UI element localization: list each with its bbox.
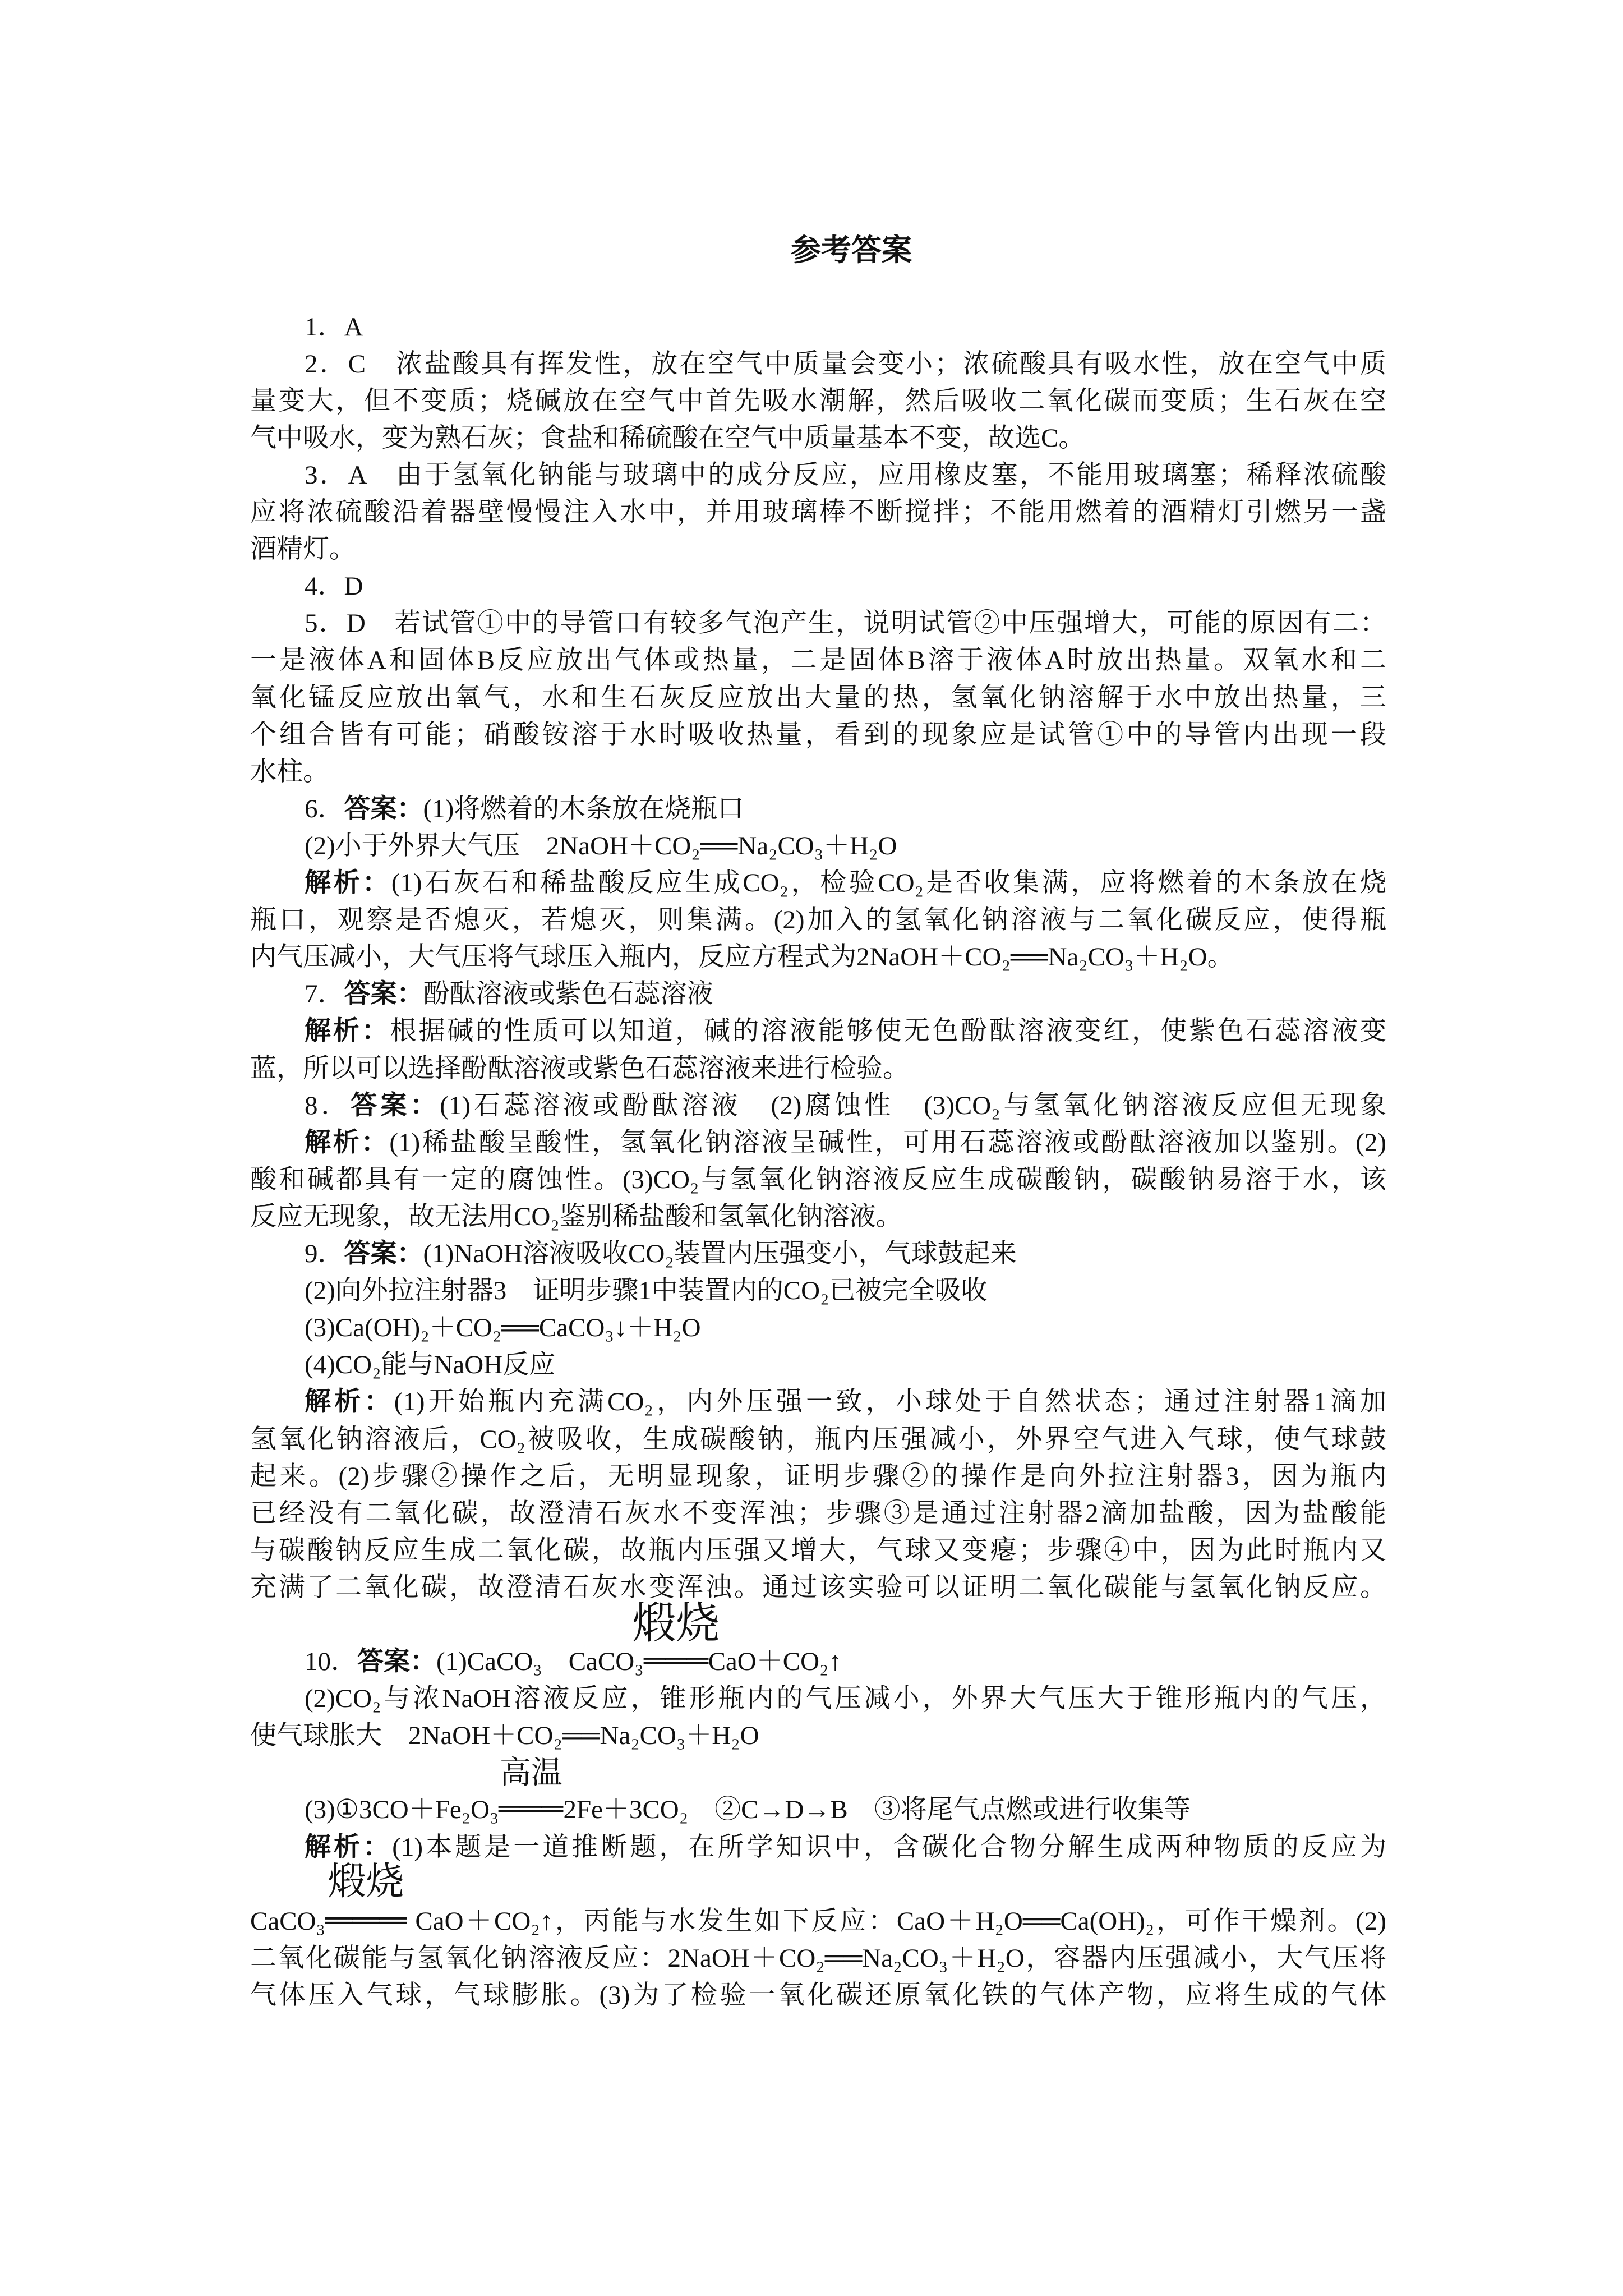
analysis-line: [305, 864, 1386, 901]
line-text: 水柱。: [250, 757, 329, 786]
page-title: 参考答案: [791, 233, 912, 267]
line-text: 已经没有二氧化碳，故澄清石灰水不变浑浊；步骤③是通过注射器2滴加盐酸，因为盐酸能: [250, 1499, 1386, 1528]
analysis-line: [305, 1383, 1386, 1420]
analysis-line: [250, 1198, 1386, 1235]
answer-label: 答案：: [344, 979, 423, 1009]
answer-line: [305, 1756, 1386, 1828]
line-text: (1)本题是一道推断题，在所学知识中，含碳化合物分解生成两种物质的反应为: [392, 1833, 1386, 1862]
line-text: CaO＋CO₂↑: [708, 1647, 842, 1676]
analysis-line: [250, 938, 1386, 976]
answer-label: 答案：: [351, 1091, 440, 1120]
equal-sign: ═══: [325, 1906, 407, 1936]
line-text: 量变大，但不变质；烧碱放在空气中首先吸水潮解，然后吸收二氧化碳而变质；生石灰在空: [250, 386, 1386, 416]
question-number: 10．: [305, 1647, 357, 1676]
reaction-condition-label: 煅烧: [632, 1599, 720, 1648]
line-text: (2)向外拉注射器3 证明步骤1中装置内的CO₂已被完全吸收: [305, 1276, 988, 1305]
answer-label: 答案：: [344, 1239, 423, 1268]
answer-line: [305, 346, 1386, 383]
answer-line: [250, 716, 1386, 753]
answer-line: [250, 679, 1386, 716]
answer-label: 答案：: [357, 1647, 436, 1676]
line-text: 酚酞溶液或紫色石蕊溶液: [423, 979, 713, 1009]
line-text: 酒精灯。: [250, 535, 356, 564]
reaction-condition-label: 煅烧: [328, 1860, 404, 1903]
answer-line: [305, 1599, 1386, 1680]
line-text: CaCO₃: [250, 1907, 325, 1936]
answer-line: [305, 790, 1386, 827]
answer-label: 答案：: [344, 794, 423, 823]
line-text: (1)开始瓶内充满CO₂，内外压强一致，小球处于自然状态；通过注射器1滴加: [394, 1387, 1386, 1416]
reaction-condition-sign: [325, 1860, 407, 1940]
line-text: (1)石灰石和稀盐酸反应生成CO₂，检验CO₂是否收集满，应将燃着的木条放在烧: [391, 868, 1386, 898]
answer-line: [305, 1272, 1386, 1309]
analysis-line: [305, 1013, 1386, 1050]
line-text: (1)石蕊溶液或酚酞溶液 (2)腐蚀性 (3)CO₂与氢氧化钠溶液反应但无现象: [440, 1091, 1386, 1120]
line-text: 充满了二氧化碳，故澄清石灰水变浑浊。通过该实验可以证明二氧化碳能与氢氧化钠反应。: [250, 1573, 1386, 1602]
reaction-condition-sign: [499, 1756, 564, 1828]
line-text: 3．A 由于氢氧化钠能与玻璃中的成分反应，应用橡皮塞，不能用玻璃塞；稀释浓硫酸: [305, 461, 1386, 490]
line-text: (1)CaCO₃ CaCO₃: [436, 1647, 644, 1676]
analysis-label: 解析：: [305, 1016, 390, 1046]
answer-line: [305, 1235, 1386, 1272]
analysis-line: [250, 1860, 1386, 1940]
line-text: 2Fe＋3CO₂ ②C→D→B ③将尾气点燃或进行收集等: [563, 1795, 1191, 1824]
answer-line: [305, 827, 1386, 864]
analysis-line: [250, 1532, 1386, 1569]
analysis-line: [250, 1495, 1386, 1532]
answer-line: [250, 383, 1386, 420]
answer-line: [250, 531, 1386, 568]
line-text: (3)①3CO＋Fe₂O₃: [305, 1795, 499, 1824]
line-text: 1．A: [305, 312, 363, 342]
line-text: (4)CO₂能与NaOH反应: [305, 1350, 556, 1379]
answer-line: [305, 457, 1386, 494]
analysis-line: [250, 1940, 1386, 1977]
line-text: 一是液体A和固体B反应放出气体或热量，二是固体B溶于液体A时放出热量。双氧水和二: [250, 646, 1386, 675]
line-text: 2．C 浓盐酸具有挥发性，放在空气中质量会变小；浓硫酸具有吸水性，放在空气中质: [305, 349, 1386, 379]
answer-line: [250, 753, 1386, 790]
line-text: (2)小于外界大气压 2NaOH＋CO₂══Na₂CO₃＋H₂O: [305, 831, 897, 861]
answer-line: [305, 1346, 1386, 1383]
reaction-condition-label: 高温: [499, 1756, 562, 1791]
answer-line: [250, 1717, 1386, 1754]
analysis-line: [305, 1829, 1386, 1866]
line-text: 内气压减小，大气压将气球压入瓶内，反应方程式为2NaOH＋CO₂══Na₂CO₃＋H₂O。: [250, 942, 1234, 972]
line-text: (1)稀盐酸呈酸性，氢氧化钠溶液呈碱性，可用石蕊溶液或酚酞溶液加以鉴别。(2): [389, 1128, 1387, 1157]
line-text: (3)Ca(OH)₂＋CO₂══CaCO₃↓＋H₂O: [305, 1313, 701, 1342]
analysis-label: 解析：: [305, 868, 391, 898]
analysis-line: [305, 1124, 1386, 1161]
answer-line: [305, 1087, 1386, 1124]
line-text: 气中吸水，变为熟石灰；食盐和稀硫酸在空气中质量基本不变，故选C。: [250, 424, 1085, 453]
analysis-line: [250, 1458, 1386, 1495]
answer-line: [305, 1309, 1386, 1346]
analysis-line: [250, 1977, 1386, 2014]
line-text: 酸和碱都具有一定的腐蚀性。(3)CO₂与氢氧化钠溶液反应生成碳酸钠，碳酸钠易溶于水，该: [250, 1165, 1386, 1194]
line-text: 4．D: [305, 572, 363, 601]
line-text: (1)NaOH溶液吸收CO₂装置内压强变小，气球鼓起来: [423, 1239, 1017, 1268]
line-text: CaO＋CO₂↑，丙能与水发生如下反应：CaO＋H₂O══Ca(OH)₂，可作干燥剂。(2): [406, 1907, 1386, 1936]
answer-line: [250, 642, 1386, 679]
answer-line: [305, 605, 1386, 642]
line-text: 反应无现象，故无法用CO₂鉴别稀盐酸和氢氧化钠溶液。: [250, 1202, 902, 1231]
question-number: 9．: [305, 1239, 344, 1268]
question-number: 8．: [305, 1091, 351, 1120]
line-text: 氧化锰反应放出氧气，水和生石灰反应放出大量的热，氢氧化钠溶解于水中放出热量，三: [250, 683, 1386, 712]
analysis-label: 解析：: [305, 1387, 394, 1416]
line-text: 瓶口，观察是否熄灭，若熄灭，则集满。(2)加入的氢氧化钠溶液与二氧化碳反应，使得瓶: [250, 905, 1386, 935]
line-text: 二氧化碳能与氢氧化钠溶液反应：2NaOH＋CO₂══Na₂CO₃＋H₂O，容器内压强减小，大气压将: [250, 1944, 1386, 1973]
answer-line: [305, 976, 1386, 1013]
line-text: 气体压入气球，气球膨胀。(3)为了检验一氧化碳还原氧化铁的气体产物，应将生成的气体: [250, 1981, 1386, 2010]
equal-sign: ═══: [643, 1646, 708, 1677]
question-number: 6．: [305, 794, 344, 823]
line-text: 根据碱的性质可以知道，碱的溶液能够使无色酚酞溶液变红，使紫色石蕊溶液变: [390, 1016, 1387, 1046]
reaction-condition-sign: [632, 1599, 720, 1680]
analysis-line: [250, 901, 1386, 938]
line-text: 使气球胀大 2NaOH＋CO₂══Na₂CO₃＋H₂O: [250, 1721, 759, 1750]
question-number: 7．: [305, 979, 344, 1009]
analysis-label: 解析：: [305, 1128, 390, 1157]
answer-line: [250, 420, 1386, 457]
equal-sign: ═══: [499, 1794, 564, 1825]
answer-line: [250, 494, 1386, 531]
answer-line: [305, 568, 1386, 605]
line-text: (2)CO₂与浓NaOH溶液反应，锥形瓶内的气压减小，外界大气压大于锥形瓶内的气压，: [305, 1684, 1386, 1713]
line-text: 氢氧化钠溶液后，CO₂被吸收，生成碳酸钠，瓶内压强减小，外界空气进入气球，使气球鼓: [250, 1425, 1386, 1454]
analysis-line: [250, 1161, 1386, 1198]
analysis-line: [250, 1421, 1386, 1458]
analysis-label: 解析：: [305, 1833, 393, 1862]
analysis-line: [250, 1569, 1386, 1606]
line-text: 5．D 若试管①中的导管口有较多气泡产生，说明试管②中压强增大，可能的原因有二：: [305, 609, 1386, 638]
line-text: 起来。(2)步骤②操作之后，无明显现象，证明步骤②的操作是向外拉注射器3，因为瓶内: [250, 1462, 1386, 1491]
answer-line: [305, 1680, 1386, 1717]
analysis-line: [250, 1050, 1386, 1087]
line-text: 与碳酸钠反应生成二氧化碳，故瓶内压强又增大，气球又变瘪；步骤④中，因为此时瓶内又: [250, 1536, 1386, 1565]
line-text: 蓝，所以可以选择酚酞溶液或紫色石蕊溶液来进行检验。: [250, 1054, 909, 1083]
line-text: 个组合皆有可能；硝酸铵溶于水时吸收热量，看到的现象应是试管①中的导管内出现一段: [250, 720, 1386, 749]
line-text: (1)将燃着的木条放在烧瓶口: [423, 794, 744, 823]
line-text: 应将浓硫酸沿着器壁慢慢注入水中，并用玻璃棒不断搅拌；不能用燃着的酒精灯引燃另一盏: [250, 498, 1386, 527]
answer-line: [305, 309, 1386, 346]
